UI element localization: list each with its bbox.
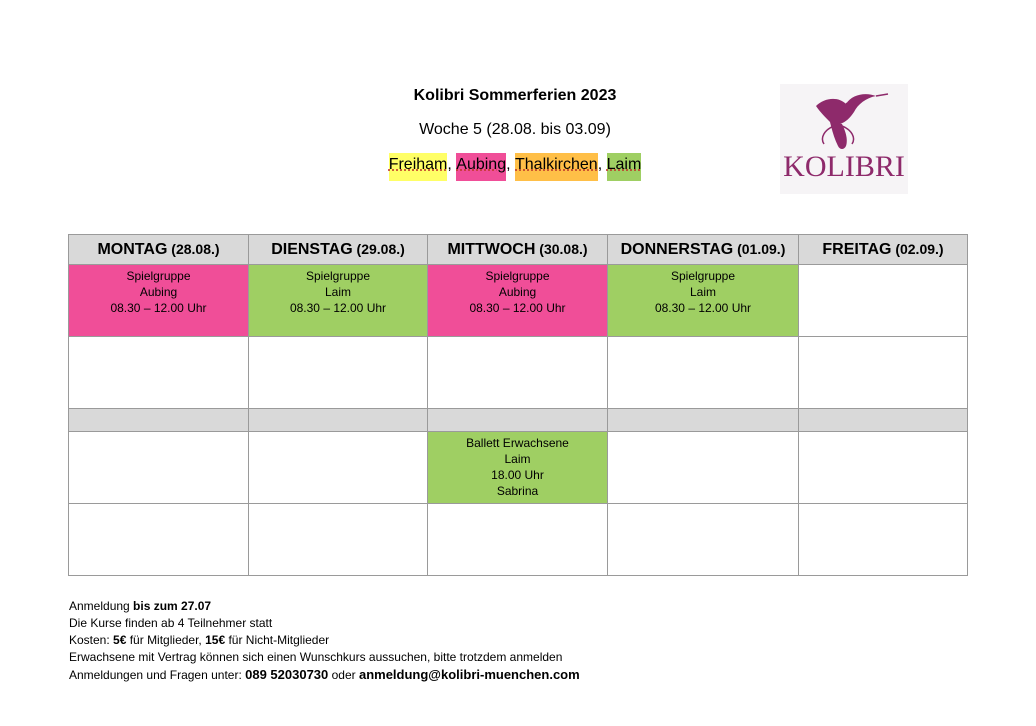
schedule-body [69,265,968,576]
course-line: Laim [689,285,716,299]
empty-cell [69,337,249,409]
course-details [69,265,248,316]
time-slot-row [69,337,968,409]
course-details [69,337,248,340]
day-date: (30.08.) [535,241,588,257]
course-cell [249,265,428,337]
divider-cell [428,409,608,432]
empty-cell [249,337,428,409]
course-line: 08.30 – 12.00 Uhr [110,301,207,315]
day-date: (01.09.) [733,241,786,257]
course-cell [428,265,608,337]
course-line: Aubing [498,285,537,299]
course-details [799,432,967,435]
document-header [300,84,730,179]
location-legend [300,153,730,179]
page-title: Kolibri Sommerferien 2023 [413,87,617,104]
time-slot-row [69,432,968,504]
footer-contract-note: Erwachsene mit Vertrag können sich einen Wunschkurs aussuchen, bitte trotzdem anmelden [69,650,563,664]
day-header-freitag [799,235,968,265]
course-details [69,504,248,507]
costs-label: Kosten: [69,633,114,647]
registration-info [69,598,580,684]
course-details [69,432,248,435]
hummingbird-ballet-icon [780,84,908,194]
empty-cell [249,504,428,576]
day-name: MONTAG [97,241,168,258]
time-slot-row [69,265,968,337]
day-header-mittwoch [428,235,608,265]
empty-cell [608,432,799,504]
nonmember-label: für Nicht-Mitglieder [225,633,330,647]
member-label: für Mitglieder, [126,633,206,647]
course-details [249,337,427,340]
course-details [428,504,607,507]
location-aubing: Aubing [456,153,506,181]
time-slot-row [69,504,968,576]
course-details [249,432,427,435]
course-details [799,265,967,268]
course-line: 18.00 Uhr [491,468,544,482]
course-details [249,504,427,507]
logo-text: KOLIBRI [783,150,905,183]
course-line: 08.30 – 12.00 Uhr [654,301,752,315]
course-line: Spielgruppe [485,269,550,283]
course-line: Laim [324,285,351,299]
empty-cell [799,432,968,504]
location-separator: , [597,156,607,173]
course-line: Spielgruppe [305,269,371,283]
week-subtitle: Woche 5 (28.08. bis 03.09) [419,121,611,138]
course-line: 08.30 – 12.00 Uhr [469,301,566,315]
course-details [799,504,967,507]
course-line: Spielgruppe [670,269,736,283]
course-line: 08.30 – 12.00 Uhr [289,301,387,315]
footer-costs-line [69,632,580,649]
weekly-schedule-table [68,234,968,576]
day-date: (02.09.) [891,241,944,257]
divider-row [69,409,968,432]
location-thalkirchen: Thalkirchen [515,153,598,181]
course-details [428,432,607,499]
course-details [608,265,798,316]
day-name: MITTWOCH [447,241,536,258]
contact-label: Anmeldungen und Fragen unter: [69,668,246,682]
contact-or: oder [328,668,359,682]
course-cell [428,432,608,504]
deadline-date: bis zum 27.07 [133,599,212,613]
divider-cell [799,409,968,432]
footer-contact-line [69,666,580,684]
divider-cell [608,409,799,432]
empty-cell [428,337,608,409]
course-line: Aubing [139,285,178,299]
kolibri-logo [780,84,908,194]
empty-cell [69,504,249,576]
day-header-donnerstag [608,235,799,265]
email-link[interactable]: anmeldung@kolibri-muenchen.com [358,667,580,682]
course-line: Spielgruppe [126,269,191,283]
day-header-dienstag [249,235,428,265]
day-header-montag [69,235,249,265]
course-line: Ballett Erwachsene [466,436,569,450]
empty-cell [608,504,799,576]
course-details [799,337,967,340]
location-separator: , [447,156,457,173]
footer-deadline-line [69,598,580,615]
empty-cell [799,337,968,409]
course-details [428,265,607,316]
course-details [249,265,427,316]
divider-cell [69,409,249,432]
empty-cell [428,504,608,576]
course-line: Sabrina [496,484,539,498]
course-details [428,337,607,340]
footer-min-participants: Die Kurse finden ab 4 Teilnehmer statt [69,616,273,630]
empty-cell [69,432,249,504]
deadline-label: Anmeldung [69,599,134,613]
course-line: Laim [504,452,531,466]
day-name: DIENSTAG [271,241,353,258]
course-details [608,432,798,435]
empty-cell [249,432,428,504]
course-cell [69,265,249,337]
location-separator: , [506,156,515,173]
location-freiham: Freiham [389,153,448,181]
phone-number[interactable]: 089 52030730 [245,667,329,682]
course-details [608,337,798,340]
day-date: (29.08.) [352,241,405,257]
day-name: FREITAG [822,241,892,258]
course-cell [608,265,799,337]
location-laim: Laim [607,153,642,181]
day-name: DONNERSTAG [620,241,734,258]
course-details [608,504,798,507]
empty-cell [799,265,968,337]
empty-cell [799,504,968,576]
member-price: 5€ [113,633,127,647]
divider-cell [249,409,428,432]
day-date: (28.08.) [167,241,220,257]
nonmember-price: 15€ [205,633,226,647]
empty-cell [608,337,799,409]
day-header-row [69,235,968,265]
